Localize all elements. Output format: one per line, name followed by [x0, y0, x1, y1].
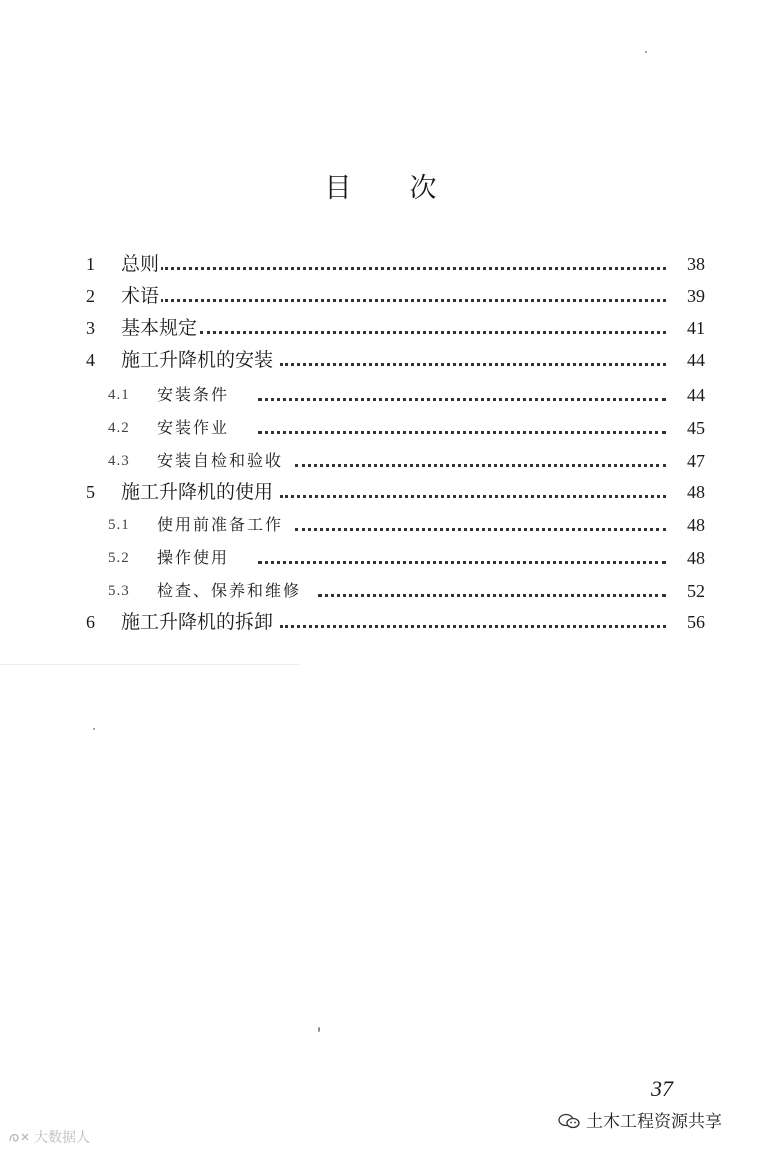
entry-page: 48 — [687, 548, 705, 568]
entry-number: 4.2 — [108, 420, 130, 436]
toc-entry[interactable] — [0, 445, 761, 477]
toc-entry[interactable] — [0, 379, 761, 411]
leader-dots — [258, 431, 666, 434]
leader-dots — [280, 495, 666, 498]
leader-dots — [160, 299, 666, 302]
toc-entry[interactable] — [0, 312, 761, 344]
entry-number: 4.3 — [108, 453, 130, 469]
entry-page: 56 — [687, 612, 705, 632]
page-number: 37 — [651, 1076, 673, 1101]
toc-entry[interactable] — [0, 542, 761, 574]
entry-number: 1 — [86, 254, 95, 274]
wechat-icon — [558, 1113, 580, 1129]
toc-entry[interactable] — [0, 606, 761, 638]
leader-dots — [200, 331, 666, 334]
watermark-logo-icon — [8, 1130, 34, 1144]
entry-page: 48 — [687, 482, 705, 502]
title-char-1: 目 — [324, 173, 352, 204]
watermark-left — [8, 1127, 90, 1147]
toc-entry[interactable] — [0, 280, 761, 312]
leader-dots — [258, 398, 666, 401]
entry-label: 术语 — [121, 280, 161, 312]
entry-number: 5.3 — [108, 583, 130, 599]
watermark-right-text: 土木工程资源共享 — [586, 1112, 722, 1132]
entry-label: 施工升降机的使用 — [121, 476, 275, 508]
entry-page: 41 — [687, 318, 705, 338]
watermark-right — [558, 1107, 722, 1132]
leader-dots — [258, 561, 666, 564]
entry-page: 44 — [687, 350, 705, 370]
scan-speck — [645, 51, 647, 53]
entry-number: 3 — [86, 318, 95, 338]
entry-number: 4.1 — [108, 387, 130, 403]
entry-label: 操作使用 — [157, 542, 231, 574]
entry-number: 5.2 — [108, 550, 130, 566]
scan-speck — [93, 728, 95, 730]
entry-page: 48 — [687, 515, 705, 535]
toc-entry[interactable] — [0, 248, 761, 280]
watermark-left-text: 大数据人 — [34, 1130, 90, 1146]
entry-number: 5 — [86, 482, 95, 502]
toc-entry[interactable] — [0, 476, 761, 508]
scan-speck — [318, 1027, 320, 1032]
divider — [0, 664, 300, 665]
leader-dots — [295, 528, 666, 531]
leader-dots — [295, 464, 666, 467]
entry-label: 安装自检和验收 — [157, 445, 285, 477]
entry-label: 施工升降机的安装 — [121, 344, 275, 376]
toc-entry[interactable] — [0, 412, 761, 444]
leader-dots — [280, 363, 666, 366]
entry-number: 5.1 — [108, 517, 130, 533]
toc-entry[interactable] — [0, 344, 761, 376]
toc-entry[interactable] — [0, 575, 761, 607]
entry-page: 52 — [687, 581, 705, 601]
entry-label: 施工升降机的拆卸 — [121, 606, 275, 638]
entry-label: 基本规定 — [121, 312, 199, 344]
entry-page: 38 — [687, 254, 705, 274]
title-char-2: 次 — [409, 173, 437, 204]
entry-number: 2 — [86, 286, 95, 306]
leader-dots — [280, 625, 666, 628]
entry-page: 39 — [687, 286, 705, 306]
entry-label: 使用前准备工作 — [157, 509, 285, 541]
entry-label: 安装作业 — [157, 412, 231, 444]
entry-label: 安装条件 — [157, 379, 231, 411]
entry-label: 总则 — [121, 248, 161, 280]
entry-page: 45 — [687, 418, 705, 438]
entry-page: 47 — [687, 451, 705, 471]
toc-title — [0, 166, 761, 205]
leader-dots — [160, 267, 666, 270]
entry-number: 6 — [86, 612, 95, 632]
entry-page: 44 — [687, 385, 705, 405]
entry-label: 检查、保养和维修 — [157, 575, 303, 607]
leader-dots — [318, 594, 666, 597]
toc-entry[interactable] — [0, 509, 761, 541]
entry-number: 4 — [86, 350, 95, 370]
